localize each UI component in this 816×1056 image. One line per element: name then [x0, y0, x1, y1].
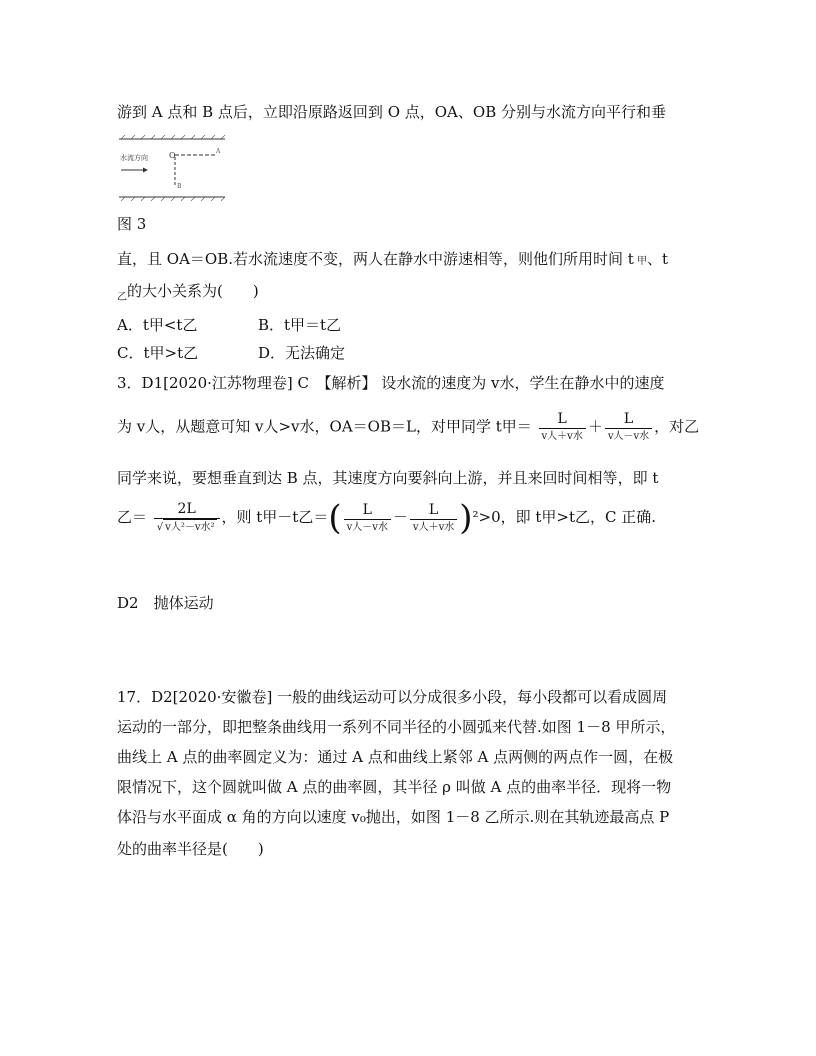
- point-b-label: B: [177, 183, 182, 190]
- section-heading: D2 抛体运动: [117, 594, 214, 612]
- point-o-label: O: [169, 151, 176, 160]
- flow-arrow-icon: [143, 168, 148, 173]
- problem-text-line-2: 直，且 OA＝OB.若水流速度不变，两人在静水中游速相等，则他们所用时间 t 甲、t: [117, 250, 669, 268]
- fraction-2l-over-sqrt: $\frac{2L}{\text{√ v人²－v水²}}$: [154, 500, 220, 536]
- fraction-l-over-sum-2: $\frac{L}{\text{v人＋v水}}$: [410, 501, 457, 536]
- answer-3-line-2: 为 v人，从题意可知 v人>v水，OA＝OB＝L，对甲同学 t甲＝ $\frac{L}{\text{v人＋v水}}$ ＋ $\frac{L}{\text{v人－v水}}$ ，对乙: [117, 410, 699, 445]
- fraction-l-over-diff: $\frac{L}{\text{v人－v水}}$: [605, 410, 652, 445]
- fraction-l-over-sum: $\frac{L}{\text{v人＋v水}}$: [539, 410, 586, 445]
- q17-line-5: 体沿与水平面成 α 角的方向以速度 v₀抛出，如图 1－8 乙所示.则在其轨迹最高点 P: [117, 808, 670, 826]
- q17-line-6: 处的曲率半径是( ): [117, 840, 264, 858]
- answer-3-line-3: 同学来说，要想垂直到达 B 点，其速度方向要斜向上游，并且来回时间相等，即 t: [117, 469, 659, 487]
- answer-3-line-4: 乙＝ $\frac{2L}{\text{√ v人²－v水²}}$ ，则 t甲－t乙＝( $\frac{L}{\text{v人－v水}}$ － $\frac{L}{\text{v人＋v水}}$ )²>0，即 t甲>t乙，C 正确.: [117, 498, 657, 538]
- answer-3-line-1: 3．D1[2020·江苏物理卷] C 【解析】 设水流的速度为 v水，学生在静水中的速度: [117, 374, 665, 392]
- q17-line-3: 曲线上 A 点的曲率圆定义为：通过 A 点和曲线上紧邻 A 点两侧的两点作一圆，在极: [117, 748, 674, 766]
- option-a: A．t甲<t乙: [117, 316, 198, 334]
- point-a-label: A: [216, 148, 221, 155]
- option-b: B．t甲＝t乙: [258, 316, 342, 334]
- river-diagram: [117, 135, 227, 201]
- q17-line-1: 17．D2[2020·安徽卷] 一般的曲线运动可以分成很多小段，每小段都可以看成圆周: [117, 688, 668, 706]
- q17-line-4: 限情况下，这个圆就叫做 A 点的曲率圆，其半径 ρ 叫做 A 点的曲率半径．现将一物: [117, 778, 672, 796]
- option-c: C．t甲>t乙: [117, 344, 199, 362]
- flow-direction-label: 水流方向: [120, 154, 148, 162]
- option-d: D．无法确定: [258, 344, 346, 362]
- figure-caption: 图 3: [117, 215, 147, 233]
- problem-text-line-1: 游到 A 点和 B 点后，立即沿原路返回到 O 点，OA、OB 分别与水流方向平行和垂: [117, 103, 666, 121]
- problem-text-line-3: $_乙$的大小关系为( ): [117, 282, 259, 303]
- fraction-l-over-diff-2: $\frac{L}{\text{v人－v水}}$: [344, 501, 391, 536]
- q17-line-2: 运动的一部分，即把整条曲线用一系列不同半径的小圆弧来代替.如图 1－8 甲所示，: [117, 718, 676, 736]
